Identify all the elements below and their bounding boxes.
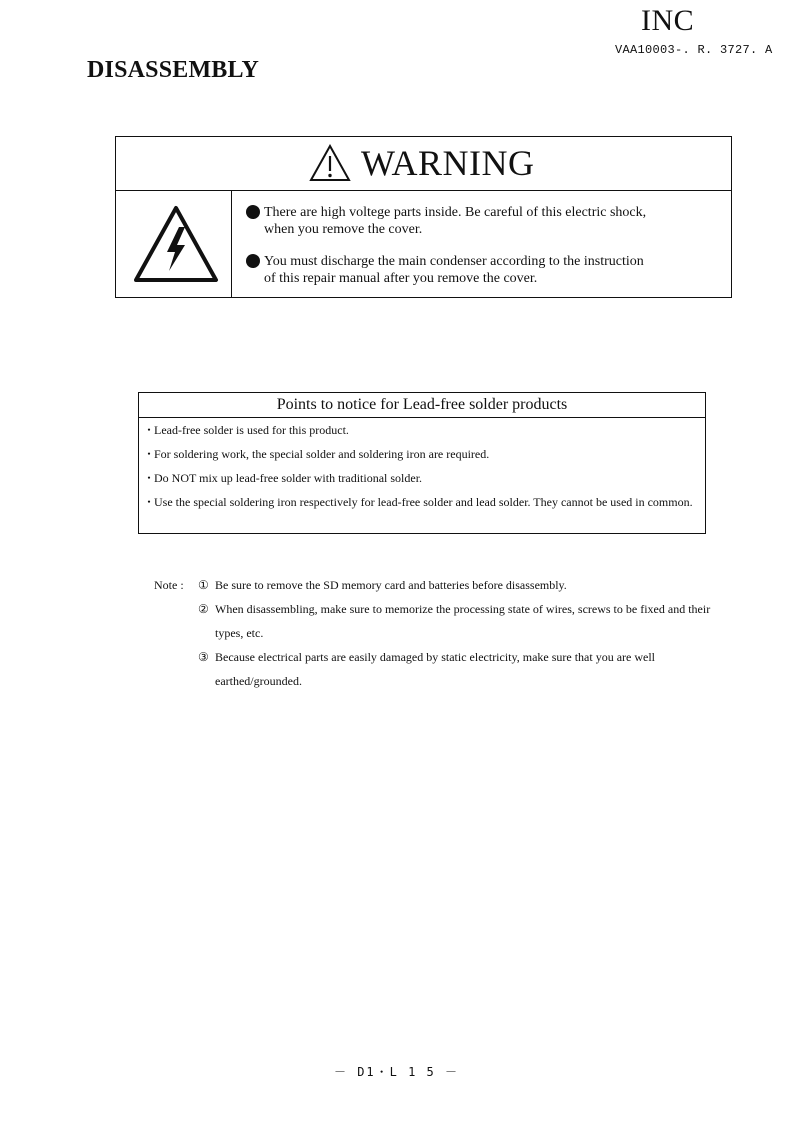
bullet-dot-icon bbox=[246, 205, 260, 219]
note-text: Be sure to remove the SD memory card and batteries before disassembly. bbox=[215, 578, 567, 592]
lead-free-notice-box bbox=[138, 392, 706, 534]
warning-item-line: There are high voltege parts inside. Be careful of this electric shock, bbox=[264, 205, 647, 220]
page-title: DISASSEMBLY bbox=[87, 57, 260, 83]
note-item bbox=[154, 573, 714, 597]
warning-header bbox=[116, 137, 731, 191]
list-bullet: ・ bbox=[143, 495, 156, 509]
list-item-text: For soldering work, the special solder and soldering iron are required. bbox=[154, 447, 490, 461]
note-number: ① bbox=[198, 578, 209, 592]
warning-heading-group bbox=[309, 143, 534, 183]
list-item bbox=[139, 442, 705, 466]
bullet-dot-icon bbox=[246, 254, 260, 268]
lead-free-title: Points to notice for Lead-free solder products bbox=[276, 396, 568, 413]
note-item bbox=[154, 597, 714, 645]
list-item-text: Do NOT mix up lead-free solder with traditional solder. bbox=[154, 471, 423, 485]
lead-free-list bbox=[139, 418, 705, 514]
list-bullet: ・ bbox=[143, 471, 156, 485]
warning-box bbox=[115, 136, 732, 298]
list-bullet: ・ bbox=[143, 447, 156, 461]
warning-item bbox=[246, 253, 716, 287]
note-text: When disassembling, make sure to memorize the processing state of wires, screws to be fixed and their types, etc. bbox=[215, 602, 711, 640]
brand-name: INC bbox=[641, 4, 695, 37]
list-item-text: Use the special soldering iron respectively for lead-free solder and lead solder. They cannot be used in common. bbox=[154, 495, 693, 509]
note-item bbox=[154, 645, 714, 693]
list-item bbox=[139, 490, 705, 514]
electric-shock-icon bbox=[133, 205, 219, 283]
notes-section bbox=[154, 573, 714, 693]
warning-heading: WARNING bbox=[361, 143, 535, 183]
list-bullet: ・ bbox=[143, 423, 156, 437]
note-number: ② bbox=[198, 602, 209, 616]
list-item bbox=[139, 466, 705, 490]
note-text: Because electrical parts are easily damaged by static electricity, make sure that you are well earthed/grounded. bbox=[215, 650, 656, 688]
caution-triangle-icon bbox=[309, 144, 351, 182]
note-label: Note : bbox=[154, 578, 184, 592]
page-number: － D1・L 1 5 － bbox=[333, 1065, 460, 1079]
warning-item-line: You must discharge the main condenser according to the instruction bbox=[264, 254, 644, 269]
document-reference: VAA10003-. R. 3727. A bbox=[615, 43, 773, 57]
list-item-text: Lead-free solder is used for this product. bbox=[154, 423, 349, 437]
lead-free-title-row bbox=[139, 393, 705, 418]
warning-icon-cell bbox=[116, 191, 232, 297]
list-item bbox=[139, 418, 705, 442]
warning-item-line: of this repair manual after you remove the cover. bbox=[264, 271, 538, 286]
warning-item-line: when you remove the cover. bbox=[264, 222, 423, 237]
warning-item bbox=[246, 204, 716, 238]
note-number: ③ bbox=[198, 650, 209, 664]
